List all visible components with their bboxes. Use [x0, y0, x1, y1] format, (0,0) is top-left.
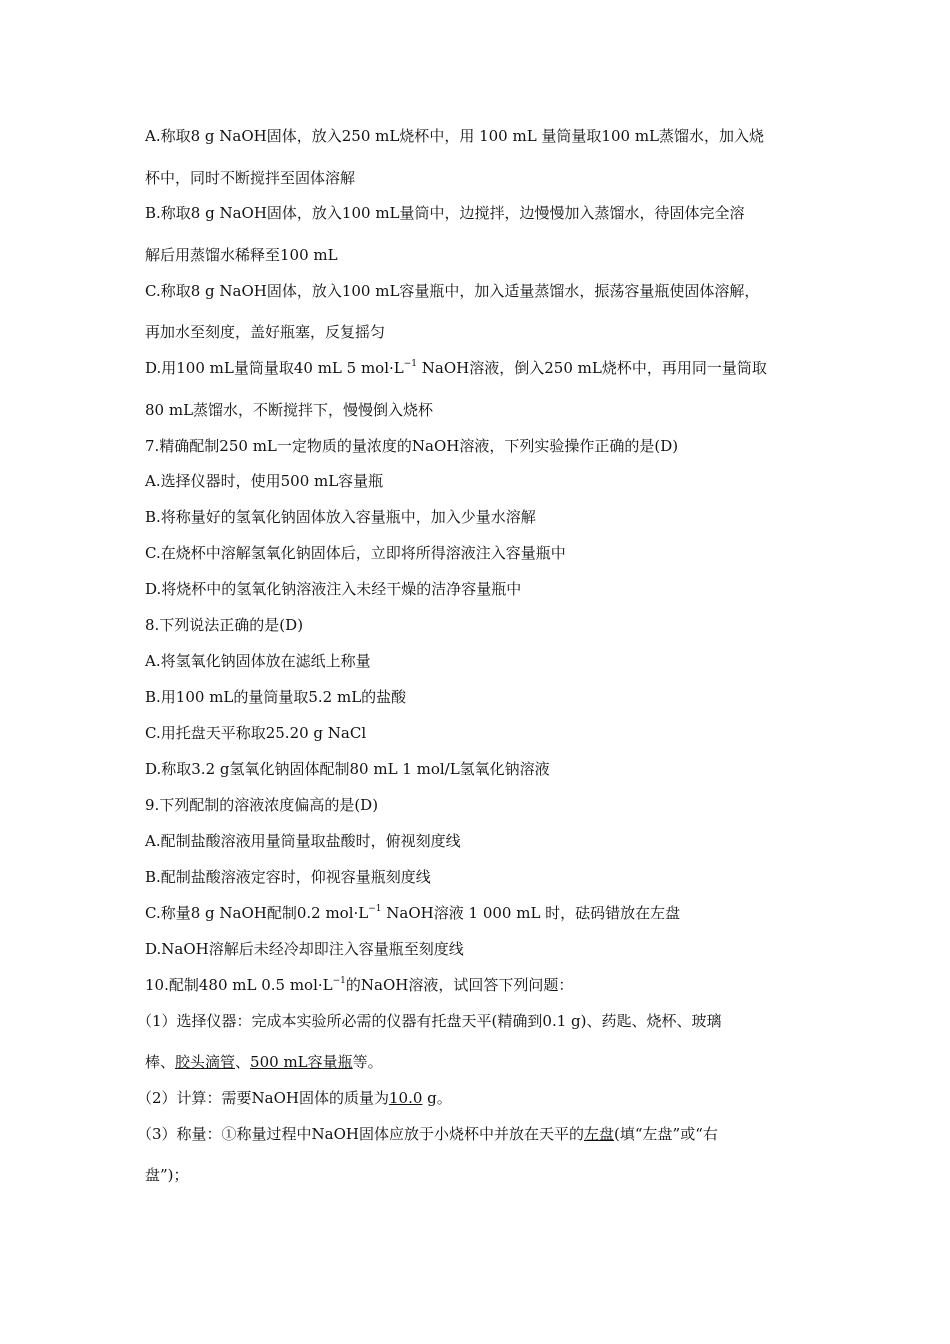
answer-blank: 胶头滴管: [175, 1053, 236, 1071]
question-7: 7.精确配制250 mL一定物质的量浓度的NaOH溶液，下列实验操作正确的是(D): [145, 437, 679, 455]
q9-option-d: D.NaOH溶解后未经冷却即注入容量瓶至刻度线: [145, 940, 464, 958]
answer-blank: 左盘: [584, 1125, 615, 1143]
q10-part-2: [137, 1088, 452, 1108]
option-a-q6-line2: 杯中，同时不断搅拌至固体溶解: [145, 169, 356, 187]
text-segment: （3）称量：①称量过程中NaOH固体应放于小烧杯中并放在天平的: [137, 1125, 584, 1143]
option-d-q6-line1: [145, 358, 767, 378]
q9-option-c: [145, 903, 680, 923]
q10-part-1-line2: [145, 1052, 383, 1072]
text-segment: 、: [235, 1053, 251, 1071]
text-segment: g。: [422, 1089, 452, 1107]
q9-option-b: B.配制盐酸溶液定容时，仰视容量瓶刻度线: [145, 868, 431, 886]
text-segment: 10.配制480 mL 0.5 mol·L: [145, 976, 333, 994]
text-segment: NaOH溶液 1 000 mL 时，砝码错放在左盘: [381, 904, 681, 922]
q10-part-1-line1: （1）选择仪器：完成本实验所必需的仪器有托盘天平(精确到0.1 g)、药匙、烧杯、玻璃: [137, 1012, 722, 1030]
q8-option-b: B.用100 mL的量筒量取5.2 mL的盐酸: [145, 688, 407, 706]
option-b-q6-line2: 解后用蒸馏水稀释至100 mL: [145, 246, 338, 264]
q8-option-a: A.将氢氧化钠固体放在滤纸上称量: [145, 652, 371, 670]
q10-part-3-line1: [137, 1124, 718, 1144]
answer-blank: 500 mL容量瓶: [250, 1053, 353, 1071]
text-segment: 等。: [352, 1053, 383, 1071]
text-segment: C.称量8 g NaOH配制0.2 mol·L: [145, 904, 369, 922]
option-b-q6-line1: B.称取8 g NaOH固体，放入100 mL量筒中，边搅拌，边慢慢加入蒸馏水，待固体完全溶: [145, 204, 745, 222]
text-segment: 棒、: [145, 1053, 176, 1071]
superscript: −1: [332, 976, 346, 986]
option-c-q6-line2: 再加水至刻度，盖好瓶塞，反复摇匀: [145, 323, 386, 341]
text-segment: (填“左盘”或“右: [614, 1125, 718, 1143]
q7-option-c: C.在烧杯中溶解氢氧化钠固体后，立即将所得溶液注入容量瓶中: [145, 544, 566, 562]
q7-option-b: B.将称量好的氢氧化钠固体放入容量瓶中，加入少量水溶解: [145, 508, 536, 526]
q9-option-a: A.配制盐酸溶液用量筒量取盐酸时，俯视刻度线: [145, 832, 461, 850]
text-segment: D.用100 mL量筒量取40 mL 5 mol·L: [145, 359, 404, 377]
q7-option-d: D.将烧杯中的氢氧化钠溶液注入未经干燥的洁净容量瓶中: [145, 580, 522, 598]
text-segment: NaOH溶液，倒入250 mL烧杯中，再用同一量筒取: [417, 359, 767, 377]
superscript: −1: [403, 359, 418, 369]
q10-part-3-line2: 盘”)；: [145, 1166, 189, 1184]
answer-blank: 10.0: [389, 1089, 423, 1107]
q8-option-d: D.称取3.2 g氢氧化钠固体配制80 mL 1 mol/L氢氧化钠溶液: [145, 760, 550, 778]
question-8: 8.下列说法正确的是(D): [145, 616, 304, 634]
question-9: 9.下列配制的溶液浓度偏高的是(D): [145, 796, 379, 814]
text-segment: （2）计算：需要NaOH固体的质量为: [137, 1089, 389, 1107]
q8-option-c: C.用托盘天平称取25.20 g NaCl: [145, 724, 367, 742]
option-d-q6-line2: 80 mL蒸馏水，不断搅拌下，慢慢倒入烧杯: [145, 401, 434, 419]
option-a-q6-line1: A.称取8 g NaOH固体，放入250 mL烧杯中，用 100 mL 量筒量取100 mL蒸馏水，加入烧: [145, 127, 765, 145]
q7-option-a: A.选择仪器时，使用500 mL容量瓶: [145, 472, 384, 490]
text-segment: 的NaOH溶液，试回答下列问题：: [345, 976, 574, 994]
question-10: [145, 975, 573, 995]
option-c-q6-line1: C.称取8 g NaOH固体，放入100 mL容量瓶中，加入适量蒸馏水，振荡容量瓶使固体溶解，: [145, 282, 760, 300]
superscript: −1: [368, 904, 382, 914]
